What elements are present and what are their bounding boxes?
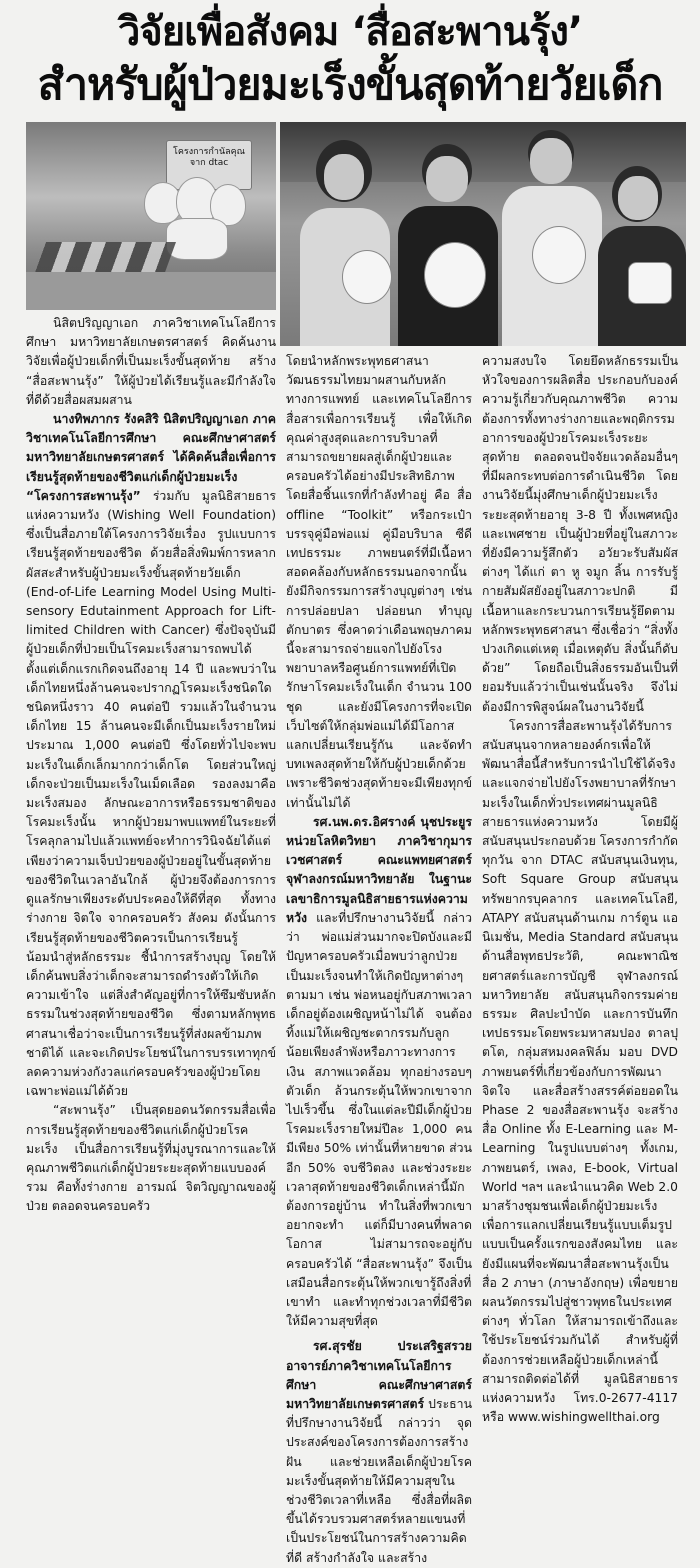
lead-paragraph <box>26 410 276 1101</box>
speaker-bold: รศ.นพ.ดร.อิศรางค์ นุชประยูร หน่วยโลหิตวิทยา ภาควิชากุมารเวชศาสตร์ คณะแพทยศาสตร์ จุฬาลงกรณ์มหาวิทยาลัย ในฐานะเลขาธิการมูลนิธิสายธารแห่งความหวัง <box>286 814 472 925</box>
article-column-2 <box>286 352 472 1568</box>
lead-bold: นางทิพภากร รังคสิริ นิสิตปริญญาเอก ภาควิชาเทคโนโลยีการศึกษา คณะศึกษาศาสตร์ มหาวิทยาลัยเกษตรศาสตร์ ได้คิดค้นสื่อเพื่อการเรียนรู้สุดท้ายของชีวิตแก่เด็กผู้ป่วยมะเร็ง “โครงการสะพานรุ้ง” <box>26 412 276 503</box>
headline-line-2: สำหรับผู้ป่วยมะเร็งขั้นสุดท้ายวัยเด็ก <box>37 60 663 110</box>
quote-paragraph <box>286 1337 472 1567</box>
article-column-1 <box>26 314 276 1217</box>
teddy-bear-icon <box>424 242 486 308</box>
quote-text: และที่ปรึกษางานวิจัยนี้ กล่าวว่า พ่อแม่ส่วนมากจะปิดบังและมีปัญหาครอบครัวเมื่อพบว่าลูกป่วยเป็นมะเร็งจนทำให้เกิดปัญหาต่างๆ ตามมา เช่น พ่อหนอยู่กับสภาพเวลาเด็กอยู่ต้องเผชิญหน้าไม่ได้ จนต้องทิ้งแม่ให้เผชิญชะตากรรมกับลูกน้อยเพียงลำพังหรือภาวะทางการเงิน สภาพแวดล้อม ทุกอย่างรอบๆตัวเด็ก ล้วนกระตุ้นให้พวกเขาจากไปเร็วขึ้น ซึ่งในแต่ละปีมีเด็กผู้ป่วยโรคมะเร็งรายใหม่ปีละ 1,000 คน มีเพียง 50% เท่านั้นที่หายขาด ส่วนอีก 50% จบชีวิตลง และช่วงระยะเวลาสุดท้ายของชีวิตเด็กเหล่านี้มักต้องการอยู่บ้าน ทำในสิ่งที่พวกเขาอยากจะทำ แต่ก็มีบางคนที่พลาดโอกาส ไม่สามารถจะอยู่กับครอบครัวได้ “สื่อสะพานรุ้ง” จึงเป็นเสมือนสื่อกระตุ้นให้พวกเขารู้ถึงสิ่งที่เขาทำ และทำทุกช่วงเวลาที่มีชีวิตให้มีความสุขที่สุด <box>286 910 472 1329</box>
headline <box>0 0 700 112</box>
photo-teddy-display <box>26 122 276 310</box>
lead-text: ร่วมกับ มูลนิธิสายธารแห่งความหวัง (Wishing Well Foundation) ซึ่งเป็นสื่อภายใต้โครงการวิจัยเรื่อง รูปแบบการเรียนรู้สุดท้ายของชีวิต ด้วยสื่อสิ่งพิมพ์การหลากผัสสะสำหรับผู้ป่วยมะเร็งขั้นสุดท้ายวัยเด็ก (End-of-Life Learning Model Using Multi-sensory Edutainment Approach for Lift-limited Children with Cancer) ซึ่งปัจจุบันมีผู้ป่วยเด็กที่ป่วยเป็นโรคมะเร็งสามารถพบได้ตั้งแต่เด็กแรกเกิดจนถึงอายุ 14 ปี และพบว่าในเด็กไทยหนึ่งล้านคนจะปรากฏโรคมะเร็งชนิดใดชนิดหนึ่งราว 40 คนต่อปี รวมแล้วในจำนวนเด็กไทย 15 ล้านคนจะมีเด็กเป็นมะเร็งรายใหม่ประมาณ 1,000 คนต่อปี ซึ่งโดยทั่วไปจะพบมะเร็งในเด็กเล็กมากกว่าเด็กโต โดยส่วนใหญ่เด็กจะป่วยเป็นมะเร็งในเม็ดเลือด รองลงมาคือมะเร็งสมอง ลักษณะอาการหรือธรรมชาติของโรคมะเร็งนั้น หากผู้ป่วยมาพบแพทย์ในระยะที่โรคลุกลามไปแล้วแพทย์จะทำการวินิจฉัยได้แต่เพียงว่าความเจ็บป่วยของผู้ป่วยอยู่ในขั้นสุดท้ายของชีวิตในเวลาอันใกล้ ผู้ป่วยจึงต้องการการดูแลรักษาเพียงระดับประคองให้ดีที่สุด ทั้งทางร่างกาย จิตใจ จากครอบครัว สังคม ดังนั้นการเรียนรู้สุดท้ายของชีวิตควรเป็นการเรียนรู้น้อมนำสู่หลักธรรมะ ชี้นำการสร้างบุญ โดยให้เด็กค้นพบสิ่งว่าเด็กจะสามารถดำรงตัวให้เกิดความเข้าใจ แต่สิ่งสำคัญอยู่ที่การให้ซึมซับหลักธรรมในช่วงสุดท้ายของชีวิต ซึ่งตามหลักพุทธศาสนาเชื่อว่าจะเป็นการเรียนรู้ที่ส่งผลข้ามภพชาติได้ และจะเกิดประโยชน์ในการบรรเทาทุกข์ ลดความห่วงกังวลแก่ครอบครัวของผู้ป่วยโดยเฉพาะพ่อแม่ได้ด้วย <box>26 488 276 1099</box>
dtac-sign: โครงการกำนัลคุณ จาก dtac <box>166 140 252 190</box>
sponsor-paragraph: โครงการสื่อสะพานรุ้งได้รับการสนับสนุนจากหลายองค์กรเพื่อให้พัฒนาสื่อนี้สำหรับการนำไปใช้ได้จริง และแจกจ่ายไปยังโรงพยาบาลที่รักษามะเร็งในเด็กทั่วประเทศผ่านมูลนิธิสายธารแห่งความหวัง โดยมีผู้สนับสนุนประกอบด้วย โครงการกำกัดทุกวัน จาก DTAC สนับสนุนเงินทุน, Soft Square Group สนับสนุนทรัพยากรบุคลากร และเทคโนโลยี, ATAPY สนับสนุนด้านเกม การ์ตูน แอนิเมชั่น, Media Standard สนับสนุนด้านสื่อพุทธประวัติ, คณะพาณิชยศาสตร์และการบัญชี จุฬาลงกรณ์มหาวิทยาลัย สนับสนุนกิจกรรมค่ายธรรมะ ศิลปะบำบัด และการบันทึกเทปธรรมะโดยพระมหาสมปอง ตาลปุตโต, กลุ่มสหมงคลฟิล์ม มอบ DVD ภาพยนตร์ที่เกี่ยวข้องกับการพัฒนาจิตใจ และสื่อสร้างสรรค์ต่อยอดใน Phase 2 ของสื่อสะพานรุ้ง จะสร้างสื่อ Online ทั้ง E-Learning และ M-Learning ในรูปแบบต่างๆ ทั้งเกม, ภาพยนตร์, เพลง, E-book, Virtual World ฯลฯ และนำแนวคิด Web 2.0 มาสร้างชุมชนเพื่อเด็กผู้ป่วยมะเร็ง เพื่อการแลกเปลี่ยนเรียนรู้แบบเต็มรูปแบบเป็นครั้งแรกของสังคมไทย และยังมีแผนที่จะพัฒนาสื่อสะพานรุ้งเป็นสื่อ 2 ภาษา (ภาษาอังกฤษ) เพื่อขยายผลนวัตกรรมไปสู่ชาวพุทธในประเทศต่างๆ ทั่วโลก ให้สามารถเข้าถึงและใช้ประโยชน์ร่วมกันได้ สำหรับผู้ที่ต้องการช่วยเหลือผู้ป่วยเด็กเหล่านี้ สามารถติดต่อได้ที่ มูลนิธิสายธารแห่งความหวัง โทร.0-2677-4117 หรือ www.wishingwellthai.org <box>482 718 678 1425</box>
teddy-bear-icon <box>532 226 586 284</box>
photo-presenters <box>280 122 686 346</box>
article-column-3 <box>482 352 678 1427</box>
speaker-bold: รศ.สุรชัย ประเสริฐสรวย อาจารย์ภาควิชาเทคโนโลยีการศึกษา คณะศึกษาศาสตร์ มหาวิทยาลัยเกษตรศาสตร์ <box>286 1339 472 1411</box>
body-paragraph: โดยนำหลักพระพุทธศาสนา วัฒนธรรมไทยมาผสานกับหลักทางการแพทย์ และเทคโนโลยีการสื่อสารเพื่อการเรียนรู้ เพื่อให้เกิดคุณค่าสูงสุดและการบริบาลที่สามารถขยายผลสู่เด็กผู้ป่วยและครอบครัวได้อย่างมีประสิทธิภาพ โดยสื่อชิ้นแรกที่กำลังทำอยู่ คือ สื่อ offline “Toolkit” หรือกระเป๋าบรรจุคู่มือพ่อแม่ คู่มือบริบาล ซีดี เทปธรรมะ ภาพยนตร์ที่มีเนื้อหาสอดคล้องกับหลักธรรมนอกจากนั้นยังมีกิจกรรมการสร้างบุญต่างๆ เช่น การปล่อยปลา ปล่อยนก ทำบุญตักบาตร ซึ่งคาดว่าเดือนพฤษภาคมนี้จะสามารถจ่ายแจกไปยังโรงพยาบาลหรือศูนย์การแพทย์ที่เปิดรักษาโรคมะเร็งในเด็ก จำนวน 100 ชุด และยังมีโครงการที่จะเปิดเว็บไซต์ให้กลุ่มพ่อแม่ได้มีโอกาสแลกเปลี่ยนเรียนรู้กัน และจัดทำบทเพลงสุดท้ายให้กับผู้ป่วยเด็กด้วยเพราะชีวิตช่วงสุดท้ายจะมีเพียงทุกข์เท่านั้นไม่ได้ <box>286 354 473 810</box>
headline-line-1: วิจัยเพื่อสังคม ‘สื่อสะพานรุ้ง’ <box>117 9 583 55</box>
intro-paragraph: นิสิตปริญญาเอก ภาควิชาเทคโนโลยีการศึกษา มหาวิทยาลัยเกษตรศาสตร์ คิดค้นงานวิจัยเพื่อผู้ป่วยเด็กที่เป็นมะเร็งขั้นสุดท้าย สร้าง “สื่อสะพานรุ้ง” ให้ผู้ป่วยได้เรียนรู้และมีกำลังใจที่ดีด้วยสื่อผสมผสาน <box>26 316 276 407</box>
body-paragraph: ความสงบใจ โดยยึดหลักธรรมเป็นหัวใจของการผลิตสื่อ ประกอบกับองค์ความรู้เกี่ยวกับคุณภาพชีวิต ความต้องการทั้งทางร่างกายและพฤติกรรม อาการของผู้ป่วยโรคมะเร็งระยะสุดท้าย ตลอดจนปัจจัยแวดล้อมอื่นๆ ที่มีผลกระทบต่อการดำเนินชีวิต โดยงานวิจัยนี้มุ่งศึกษาเด็กผู้ป่วยมะเร็งระยะสุดท้ายอายุ 3-8 ปี ทั้งเพศหญิงและเพศชาย เป็นผู้ป่วยที่อยู่ในสภาวะที่ยังมีความรู้สึกตัว อวัยวะรับสัมผัสต่างๆ ได้แก่ ตา หู จมูก ลิ้น การรับรู้กายสัมผัสยังอยู่ในสภาวะปกติ มีเนื้อหาและกระบวนการเรียนรู้ยึดตามหลักพระพุทธศาสนา ซึ่งเชื่อว่า “สิ่งทั้งปวงเกิดแต่เหตุ เมื่อเหตุดับ สิ่งนั้นก็ดับด้วย” โดยถือเป็นสิ่งธรรมอันเป็นที่ยอมรับแล้วว่าเป็นเช่นนั้นจริง จึงไม่ต้องมีการพิสูจน์ผลในงานวิจัยนี้ <box>482 354 678 714</box>
teddy-bear-icon <box>166 218 228 260</box>
table-surface <box>26 272 276 310</box>
quote-paragraph <box>286 813 472 1331</box>
book-icon <box>628 262 672 304</box>
teddy-bear-icon <box>342 250 392 304</box>
quote-text: ประธานที่ปรึกษางานวิจัยนี้ กล่าวว่า จุดประสงค์ของโครงการต้องการสร้างฝัน และช่วยเหลือเด็กผู้ป่วยโรคมะเร็งขั้นสุดท้ายให้มีความสุขในช่วงชีวิตเวลาที่เหลือ ซึ่งสื่อที่ผลิตขึ้นได้รวบรวมศาสตร์หลายแขนงที่เป็นประโยชน์ในการสร้างความคิดที่ดี สร้างกำลังใจ และสร้าง <box>286 1396 472 1565</box>
body-paragraph: “สะพานรุ้ง” เป็นสุดยอดนวัตกรรมสื่อเพื่อการเรียนรู้สุดท้ายของชีวิตแก่เด็กผู้ป่วยโรคมะเร็ง เป็นสื่อการเรียนรู้ที่มุ่งบูรณาการและให้คุณภาพชีวิตแก่เด็กผู้ป่วยระยะสุดท้ายแบบองค์รวม คือทั้งร่างกาย อารมณ์ จิตวิญญาณของผู้ป่วย ตลอดจนครอบครัว <box>26 1103 276 1214</box>
